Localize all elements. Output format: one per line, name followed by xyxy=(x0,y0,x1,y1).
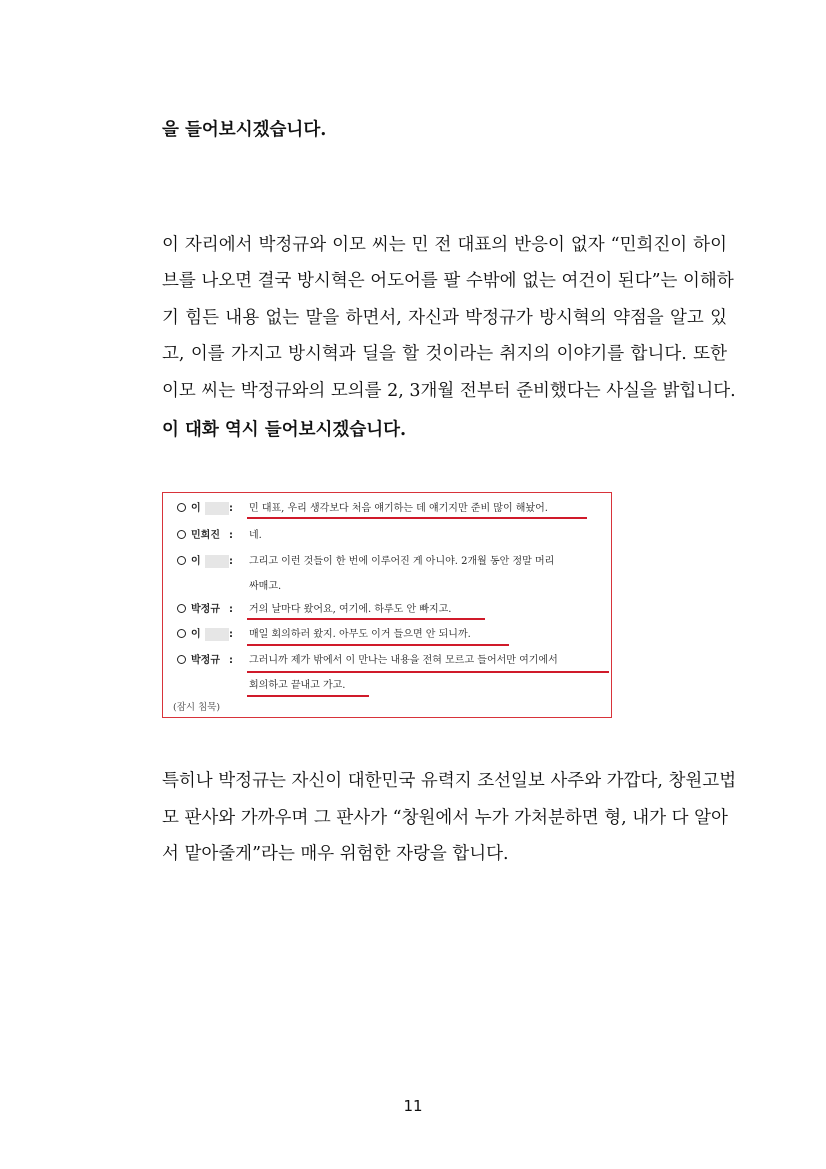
circle-bullet-icon xyxy=(177,629,186,638)
speaker-colon: : xyxy=(229,655,233,666)
page-number: 11 xyxy=(403,1097,423,1115)
paragraph-2-line-3: 서 맡아줄게”라는 매우 위험한 자랑을 합니다. xyxy=(162,844,509,864)
speaker-colon: : xyxy=(229,604,233,615)
transcript-row xyxy=(163,600,613,620)
redacted-name xyxy=(205,555,229,568)
circle-bullet-icon xyxy=(177,556,186,565)
transcript-row xyxy=(163,625,613,645)
underline-mark xyxy=(247,671,609,673)
transcript-figure xyxy=(162,492,612,718)
speaker-label: 이 xyxy=(191,629,201,640)
paragraph-1-line-1: 이 자리에서 박정규와 이모 씨는 민 전 대표의 반응이 없자 “민희진이 하이 xyxy=(162,235,727,255)
paragraph-1-line-5: 이모 씨는 박정규와의 모의를 2, 3개월 전부터 준비했다는 사실을 밝힙니다. xyxy=(162,381,736,401)
underline-mark xyxy=(247,517,587,519)
paragraph-1-line-3: 기 힘든 내용 없는 말을 하면서, 자신과 박정규가 방시혁의 약점을 알고 있 xyxy=(162,308,727,328)
speaker-label: 이 xyxy=(191,503,201,514)
transcript-row xyxy=(163,552,613,572)
paragraph-2-line-1: 특히나 박정규는 자신이 대한민국 유력지 조선일보 사주와 가깝다, 창원고법 xyxy=(162,771,737,791)
paragraph-1-line-2: 브를 나오면 결국 방시혁은 어도어를 팔 수밖에 없는 여건이 된다”는 이해하 xyxy=(162,271,734,291)
utterance-text: 그러니까 제가 밖에서 이 만나는 내용을 전혀 모르고 들어서만 여기에서 xyxy=(249,655,558,666)
utterance-text: 네. xyxy=(249,530,262,541)
redacted-name xyxy=(205,502,229,515)
transcript-row xyxy=(163,499,613,519)
underline-mark xyxy=(247,618,485,620)
utterance-text: 거의 날마다 왔어요, 여기에. 하루도 안 빠지고. xyxy=(249,604,452,615)
circle-bullet-icon xyxy=(177,604,186,613)
paragraph-1-line-4: 고, 이를 가지고 방시혁과 딜을 할 것이라는 취지의 이야기를 합니다. 또한 xyxy=(162,344,727,364)
utterance-text: 회의하고 끝내고 가고. xyxy=(249,680,346,691)
paragraph-1-bold-line: 이 대화 역시 들어보시겠습니다. xyxy=(162,420,407,440)
transcript-note: (잠시 침묵) xyxy=(173,702,221,713)
redacted-name xyxy=(205,628,229,641)
speaker-label: 박정규 xyxy=(191,604,220,615)
speaker-colon: : xyxy=(229,556,233,567)
transcript-row xyxy=(163,651,613,671)
speaker-label: 박정규 xyxy=(191,655,220,666)
underline-mark xyxy=(247,695,369,697)
speaker-label: 민희진 xyxy=(191,530,220,541)
speaker-colon: : xyxy=(229,629,233,640)
circle-bullet-icon xyxy=(177,655,186,664)
transcript-row xyxy=(163,577,613,597)
utterance-text: 싸매고. xyxy=(249,581,282,592)
underline-mark xyxy=(247,644,509,646)
paragraph-2-line-2: 모 판사와 가까우며 그 판사가 “창원에서 누가 가처분하면 형, 내가 다 알아 xyxy=(162,808,728,828)
utterance-text: 그리고 이런 것들이 한 번에 이루어진 게 아니야. 2개월 동안 정말 머리 xyxy=(249,556,555,567)
intro-line: 을 들어보시겠습니다. xyxy=(162,120,327,140)
transcript-row xyxy=(163,526,613,546)
utterance-text: 민 대표, 우리 생각보다 처음 얘기하는 데 얘기지만 준비 많이 해놨어. xyxy=(249,503,548,514)
speaker-colon: : xyxy=(229,530,233,541)
circle-bullet-icon xyxy=(177,530,186,539)
transcript-row xyxy=(163,676,613,696)
utterance-text: 매일 회의하러 왔지. 아무도 이거 들으면 안 되니까. xyxy=(249,629,471,640)
speaker-label: 이 xyxy=(191,556,201,567)
speaker-colon: : xyxy=(229,503,233,514)
circle-bullet-icon xyxy=(177,503,186,512)
